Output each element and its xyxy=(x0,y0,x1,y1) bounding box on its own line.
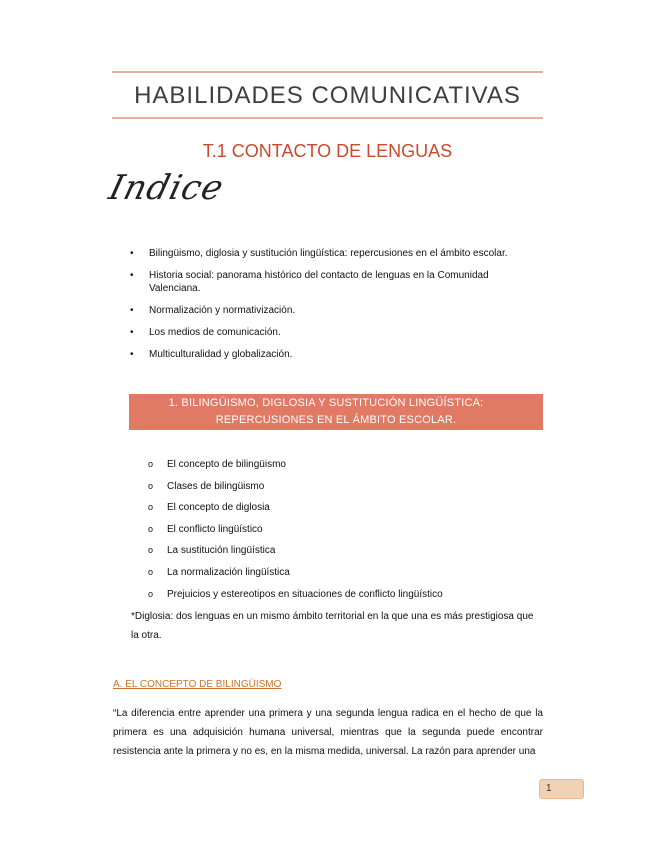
title-divider xyxy=(112,117,543,119)
section-topic-item: o El concepto de diglosia xyxy=(148,501,538,514)
index-item: • Multiculturalidad y globalización. xyxy=(130,348,510,361)
section-topic-list xyxy=(148,458,538,609)
index-item: • Los medios de comunicación. xyxy=(130,326,510,339)
section-heading-bar xyxy=(129,394,543,430)
subsection-heading: A. EL CONCEPTO DE BILINGÜISMO xyxy=(113,679,282,690)
index-heading: Indice xyxy=(105,168,229,208)
diglosia-note: *Diglosia: dos lenguas en un mismo ámbito territorial en la que una es más prestigiosa que la otra. xyxy=(131,611,534,641)
top-divider xyxy=(112,71,543,73)
index-list xyxy=(130,247,510,370)
section-topic-item: o El concepto de bilingüismo xyxy=(148,458,538,471)
index-item: • Normalización y normativización. xyxy=(130,304,510,317)
section-heading-line1: 1. BILINGÜISMO, DIGLOSIA Y SUSTITUCIÓN LINGÜÍSTICA: xyxy=(168,397,484,409)
index-item: • Historia social: panorama histórico del contacto de lenguas en la Comunidad Valenciana. xyxy=(130,269,510,295)
section-topic-item: o El conflicto lingüístico xyxy=(148,523,538,536)
section-topic-item: o La sustitución lingüística xyxy=(148,544,538,557)
section-topic-item: o La normalización lingüística xyxy=(148,566,538,579)
document-title: HABILIDADES COMUNICATIVAS xyxy=(134,82,521,109)
section-topic-item: o Clases de bilingüismo xyxy=(148,480,538,493)
index-item: • Bilingüismo, diglosia y sustitución lingüística: repercusiones en el ámbito escolar. xyxy=(130,247,510,260)
page-number-badge: 1 xyxy=(539,779,584,799)
topic-title: T.1 CONTACTO DE LENGUAS xyxy=(202,141,453,161)
section-topic-item: o Prejuicios y estereotipos en situaciones de conflicto lingüístico xyxy=(148,588,538,601)
section-heading-line2: REPERCUSIONES EN EL ÁMBITO ESCOLAR. xyxy=(215,414,457,426)
body-paragraph: “La diferencia entre aprender una primera y una segunda lengua radica en el hecho de que la primera es una adquisición humana universal, mientras que la segunda puede encontrar resistencia ante la primera y no es, en la misma medida, universal. La razón para aprender una xyxy=(113,708,543,757)
